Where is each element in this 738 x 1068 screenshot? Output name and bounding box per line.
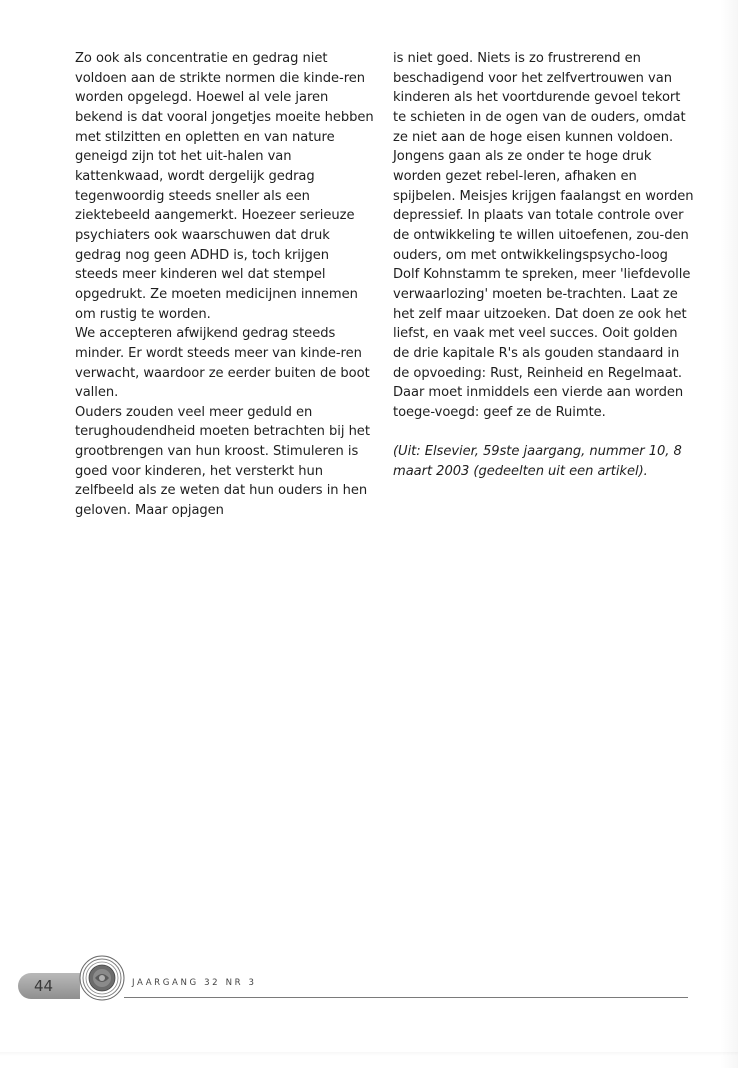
source-citation: (Uit: Elsevier, 59ste jaargang, nummer 10, 8 maart 2003 (gedeelten uit een artikel). [393,444,682,479]
article-paragraph: Ouders zouden veel meer geduld en terughoudendheid moeten betrachten bij het grootbrengen van hun kroost. Stimuleren is goed voor kinderen, het versterkt hun zelfbeeld als ze weten dat hun ouders in hen geloven. Maar opjagen [75,404,370,519]
journal-volume-info: JAARGANG 32 NR 3 [132,978,257,988]
article-column-left [75,49,375,521]
page-bottom-shadow [0,1052,738,1056]
circular-seal-icon [79,955,125,1001]
article-paragraph: We accepteren afwijkend gedrag steeds minder. Er wordt steeds meer van kinde-ren verwacht, waardoor ze eerder buiten de boot vallen. [75,326,370,401]
page-number: 44 [34,977,54,995]
footer-rule [124,997,688,998]
page-edge-shadow [720,0,738,1068]
article-paragraph: Zo ook als concentratie en gedrag niet voldoen aan de strikte normen die kinde-ren worden opgelegd. Hoewel al vele jaren bekend is dat vooral jongetjes moeite hebben met stilzitten en opletten en van nature geneigd zijn tot het uit-halen van kattenkwaad, wordt dergelijk gedrag tegenwoordig steeds sneller als een ziektebeeld aangemerkt. Hoezeer serieuze psychiaters ook waarschuwen dat druk gedrag nog geen ADHD is, toch krijgen steeds meer kinderen wel dat stempel opgedrukt. Ze moeten medicijnen innemen om rustig te worden. [75,51,374,322]
article-paragraph: is niet goed. Niets is zo frustrerend en beschadigend voor het zelfvertrouwen van kinderen als het voortdurende gevoel tekort te schieten in de ogen van de ouders, omdat ze niet aan de hoge eisen kunnen voldoen. Jongens gaan als ze onder te hoge druk worden gezet rebel-leren, afhaken en spijbelen. Meisjes krijgen faalangst en worden depressief. In plaats van totale controle over de ontwikkeling te willen uitoefenen, zou-den ouders, om met ontwikkelingspsycho-loog Dolf Kohnstamm te spreken, meer 'liefdevolle verwaarlozing' moeten be-trachten. Laat ze het zelf maar uitzoeken. Dat doen ze ook het liefst, en vaak met veel succes. Ooit golden de drie kapitale R's als gouden standaard in de opvoeding: Rust, Reinheid en Regelmaat. Daar moet inmiddels een vierde aan worden toege-voegd: geef ze de Ruimte. [393,51,694,420]
page-footer [0,952,738,1022]
article-column-right [393,49,695,481]
